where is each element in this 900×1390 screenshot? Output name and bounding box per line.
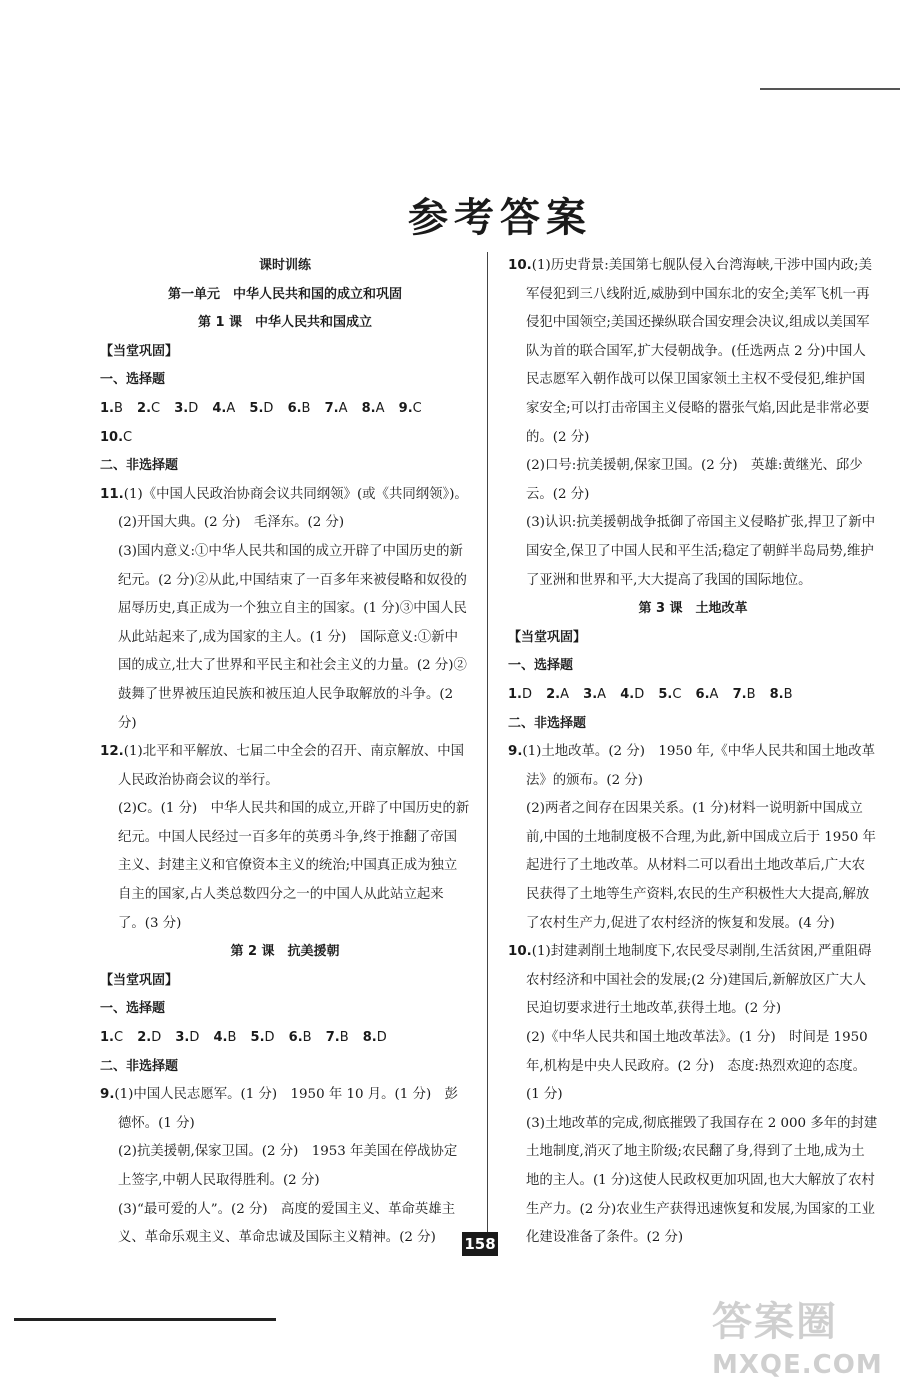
watermark-logo [712,1300,883,1380]
lesson3-mc-answers: 1.D 2.A 3.A 4.D 5.C 6.A 7.B 8.B [508,686,793,702]
q11-part3: (3)国内意义:①中华人民共和国的成立开辟了中国历史的新纪元。(2 分)②从此,中国结束了一百多年来被侵略和奴役的屈辱历史,真正成为一个独立自主的国家。(1 分)③中国人民从此站起来了,成为国家的主人。(1 分) 国际意义:①新中国的成立,壮大了世界和平民主和社会主义的力量。(2 分)②鼓舞了世界被压迫民族和被压迫人民争取解放的斗争。(2 分) [118,543,467,731]
page-number: 158 [462,1232,498,1256]
left-column [100,252,470,1253]
watermark-logo-text: 答案圈 [712,1299,838,1345]
lesson3-q10-part3: (3)土地改革的完成,彻底摧毁了我国存在 2 000 多年的封建土地制度,消灭了地主阶级;农民翻了身,得到了土地,成为土地的主人。(1 分)这使人民政权更加巩固,也大大解放了农村生产力。(2 分)农业生产获得迅速恢复和发展,为国家的工业化建设准备了条件。(2 分) [526,1115,878,1246]
lesson2-q9-part1: 9.(1)中国人民志愿军。(1 分) 1950 年 10 月。(1 分) 彭德怀。(1 分) [100,1087,458,1131]
watermark-site-text: MXQE.COM [712,1350,883,1380]
bottom-decorative-rule [14,1318,276,1321]
lesson3-q9-part1: 9.(1)土地改革。(2 分) 1950 年,《中华人民共和国土地改革法》的颁布。(2 分) [508,744,876,788]
lesson1-heading: 第 1 课 中华人民共和国成立 [197,315,373,331]
lesson2-q9-part2: (2)抗美援朝,保家卫国。(2 分) 1953 年美国在停战协定上签字,中朝人民取得胜利。(2 分) [118,1144,458,1188]
lesson1-mc-answers-line2: 10.C [100,429,133,445]
lesson2-q9-part3: (3)“最可爱的人”。(2 分) 高度的爱国主义、革命英雄主义、革命乐观主义、革命忠诚及国际主义精神。(2 分) [118,1201,456,1246]
lesson3-q9-part2: (2)两者之间存在因果关系。(1 分)材料一说明新中国成立前,中国的土地制度极不合理,为此,新中国成立后于 1950 年起进行了土地改革。从材料二可以看出土地改革后,广大农民获得了土地等生产资料,农民的生产积极性大大提高,解放了农村生产力,促进了农村经济的恢复和发展。(4 分) [526,801,876,931]
lesson3-q10-part2: (2)《中华人民共和国土地改革法》。(1 分) 时间是 1950 年,机构是中央人民政府。(2 分) 态度:热烈欢迎的态度。(1 分) [526,1030,868,1103]
q11-part2: (2)开国大典。(2 分) 毛泽东。(2 分) [118,515,345,531]
lesson3-q10-part1: 10.(1)封建剥削土地制度下,农民受尽剥削,生活贫困,严重阻碍农村经济和中国社会的发展;(2 分)建国后,新解放区广大人民迫切要求进行土地改革,获得土地。(2 分) [508,944,872,1017]
lesson1-tag: 【当堂巩固】 [100,343,179,359]
unit-heading: 第一单元 中华人民共和国的成立和巩固 [167,286,402,302]
lesson3-mc-label: 一、选择题 [508,658,574,674]
lesson1-mc-label: 一、选择题 [100,372,166,388]
q12-part1: 12.(1)北平和平解放、七届二中全会的召开、南京解放、中国人民政治协商会议的举行。 [100,744,465,788]
top-decorative-rule [760,88,900,90]
lesson2-tag: 【当堂巩固】 [100,972,179,988]
page-title: 参考答案 [408,195,592,241]
column-divider [487,252,488,1242]
right-column [508,252,878,1253]
lesson2-mc-answers: 1.C 2.D 3.D 4.B 5.D 6.B 7.B 8.D [100,1030,387,1046]
lesson3-heading: 第 3 课 土地改革 [638,601,748,617]
q12-part2: (2)C。(1 分) 中华人民共和国的成立,开辟了中国历史的新纪元。中国人民经过一百多年的英勇斗争,终于推翻了帝国主义、封建主义和官僚资本主义的统治;中国真正成为独立自主的国家,占人类总数四分之一的中国人从此站立起来了。(3 分) [118,801,470,931]
lesson2-q10-part3: (3)认识:抗美援朝战争抵御了帝国主义侵略扩张,捍卫了新中国安全,保卫了中国人民和平生活;稳定了朝鲜半岛局势,维护了亚洲和世界和平,大大提高了我国的国际地位。 [526,515,876,588]
lesson2-nonmc-label: 二、非选择题 [100,1058,179,1074]
lesson2-heading: 第 2 课 抗美援朝 [230,944,340,960]
lesson3-tag: 【当堂巩固】 [508,629,587,645]
lesson1-nonmc-label: 二、非选择题 [100,458,179,474]
lesson2-q10-part2: (2)口号:抗美援朝,保家卫国。(2 分) 英雄:黄继光、邱少云。(2 分) [526,458,863,502]
lesson1-mc-answers: 1.B 2.C 3.D 4.A 5.D 6.B 7.A 8.A 9.C [100,400,422,416]
q11-part1: 11.(1)《中国人民政治协商会议共同纲领》(或《共同纲领》)。 [100,486,468,502]
lesson2-mc-label: 一、选择题 [100,1001,166,1017]
lesson3-nonmc-label: 二、非选择题 [508,715,587,731]
section-heading: 课时训练 [258,258,311,273]
lesson2-q10-part1: 10.(1)历史背景:美国第七舰队侵入台湾海峡,干涉中国内政;美军侵犯到三八线附近,威胁到中国东北的安全;美军飞机一再侵犯中国领空;美国还操纵联合国安理会决议,组成以美国军队为首的联合国军,扩大侵朝战争。(任选两点 2 分)中国人民志愿军入朝作战可以保卫国家领土主权不受侵犯,维护国家安全;可以打击帝国主义侵略的嚣张气焰,因此是非常必要的。(2 分) [508,258,872,445]
